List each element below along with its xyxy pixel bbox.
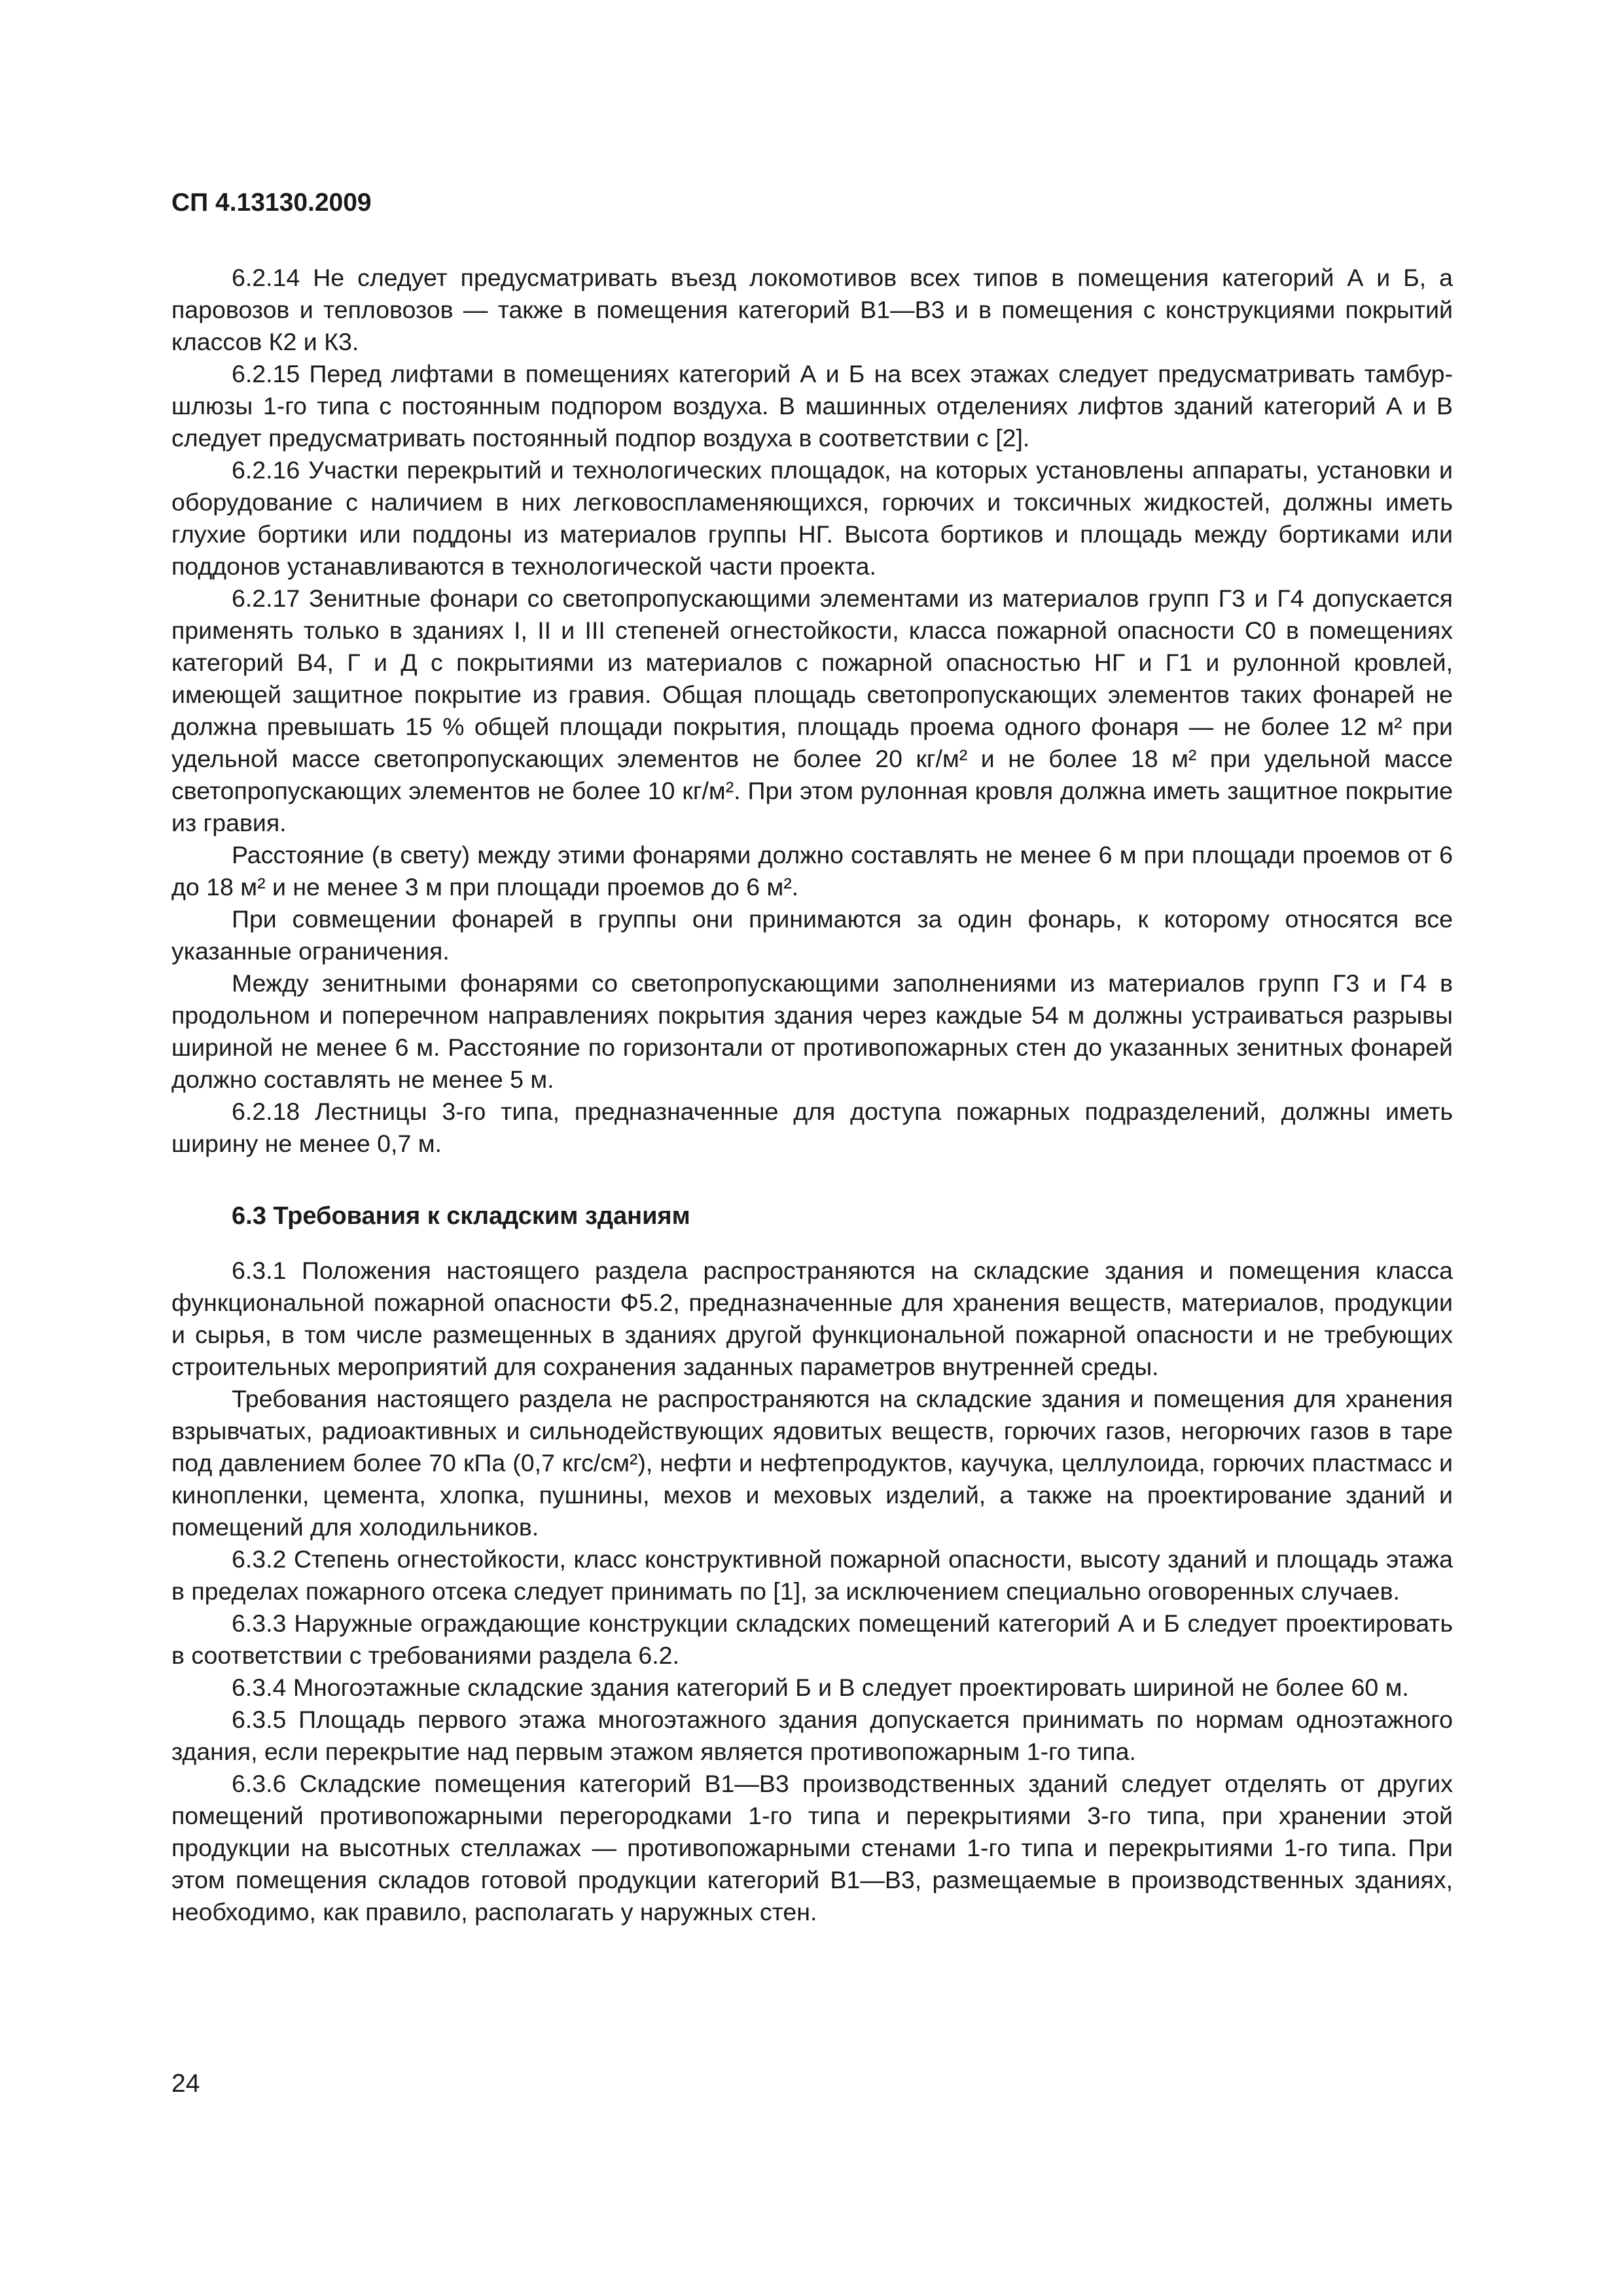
- paragraph-6-2-15: 6.2.15 Перед лифтами в помещениях категорий А и Б на всех этажах следует предусматривать тамбур-шлюзы 1-го типа с постоянным подпором воздуха. В машинных отделениях лифтов зданий категорий А и В следует предусматривать постоянный подпор воздуха в соответствии с [2].: [171, 360, 1453, 452]
- paragraph-6-2-16: 6.2.16 Участки перекрытий и технологических площадок, на которых установлены аппараты, установки и оборудование с наличием в них легковоспламеняющихся, горючих и токсичных жидкостей, должны иметь глухие бортики или поддоны из материалов группы НГ. Высота бортиков и площадь между бортиками или поддонов устанавливаются в технологической части проекта.: [171, 456, 1453, 580]
- section-heading-6-3: 6.3 Требования к складским зданиям: [232, 1202, 690, 1230]
- paragraph-6-3-1-exclusions: Требования настоящего раздела не распространяются на складские здания и помещения для хранения взрывчатых, радиоактивных и сильнодействующих ядовитых веществ, горючих газов, негорючих газов в таре под давлением более 70 кПа (0,7 кгс/см²), нефти и нефтепродуктов, каучука, целлулоида, горючих пластмасс и кинопленки, цемента, хлопка, пушнины, мехов и меховых изделий, а также на проектирование зданий и помещений для холодильников.: [171, 1385, 1453, 1541]
- paragraph-6-2-14: 6.2.14 Не следует предусматривать въезд локомотивов всех типов в помещения категорий А и Б, а паровозов и тепловозов — также в помещения категорий В1—В3 и в помещения с конструкциями покрытий классов К2 и К3.: [171, 264, 1453, 355]
- document-code: СП 4.13130.2009: [171, 188, 372, 217]
- page-number: 24: [171, 2070, 200, 2098]
- document-body: [171, 262, 1453, 1928]
- paragraph-6-2-18: 6.2.18 Лестницы 3-го типа, предназначенные для доступа пожарных подразделений, должны иметь ширину не менее 0,7 м.: [171, 1098, 1453, 1157]
- paragraph-6-3-3: 6.3.3 Наружные ограждающие конструкции складских помещений категорий А и Б следует проектировать в соответствии с требованиями раздела 6.2.: [171, 1609, 1453, 1669]
- paragraph-6-2-17-gaps: Между зенитными фонарями со светопропускающими заполнениями из материалов групп Г3 и Г4 в продольном и поперечном направлениях покрытия здания через каждые 54 м должны устраиваться разрывы шириной не менее 6 м. Расстояние по горизонтали от противопожарных стен до указанных зенитных фонарей должно составлять не менее 5 м.: [171, 969, 1453, 1093]
- paragraph-6-3-4: 6.3.4 Многоэтажные складские здания категорий Б и В следует проектировать шириной не более 60 м.: [232, 1674, 1409, 1701]
- paragraph-6-3-6: 6.3.6 Складские помещения категорий В1—В3 производственных зданий следует отделять от других помещений противопожарными перегородками 1-го типа и перекрытиями 3-го типа, при хранении этой продукции на высотных стеллажах — противопожарными стенами 1-го типа и перекрытиями 1-го типа. При этом помещения складов готовой продукции категорий В1—В3, размещаемые в производственных зданиях, необходимо, как правило, располагать у наружных стен.: [171, 1770, 1453, 1926]
- paragraph-6-2-17-groups: При совмещении фонарей в группы они принимаются за один фонарь, к которому относятся все указанные ограничения.: [171, 905, 1453, 965]
- paragraph-6-2-17-distance: Расстояние (в свету) между этими фонарями должно составлять не менее 6 м при площади проемов от 6 до 18 м² и не менее 3 м при площади проемов до 6 м².: [171, 841, 1453, 901]
- paragraph-6-3-5: 6.3.5 Площадь первого этажа многоэтажного здания допускается принимать по нормам одноэтажного здания, если перекрытие над первым этажом является противопожарным 1-го типа.: [171, 1706, 1453, 1765]
- paragraph-6-3-1: 6.3.1 Положения настоящего раздела распространяются на складские здания и помещения класса функциональной пожарной опасности Ф5.2, предназначенные для хранения веществ, материалов, продукции и сырья, в том числе размещенных в зданиях другой функциональной пожарной опасности и не требующих строительных мероприятий для сохранения заданных параметров внутренней среды.: [171, 1257, 1453, 1380]
- paragraph-6-2-17: 6.2.17 Зенитные фонари со светопропускающими элементами из материалов групп Г3 и Г4 допускается применять только в зданиях I, II и III степеней огнестойкости, класса пожарной опасности С0 в помещениях категорий В4, Г и Д с покрытиями из материалов с пожарной опасностью НГ и Г1 и рулонной кровлей, имеющей защитное покрытие из гравия. Общая площадь светопропускающих элементов таких фонарей не должна превышать 15 % общей площади покрытия, площадь проема одного фонаря — не более 12 м² при удельной массе светопропускающих элементов не более 20 кг/м² и не более 18 м² при удельной массе светопропускающих элементов не более 10 кг/м². При этом рулонная кровля должна иметь защитное покрытие из гравия.: [171, 584, 1453, 836]
- paragraph-6-3-2: 6.3.2 Степень огнестойкости, класс конструктивной пожарной опасности, высоту зданий и площадь этажа в пределах пожарного отсека следует принимать по [1], за исключением специально оговоренных случаев.: [171, 1545, 1453, 1605]
